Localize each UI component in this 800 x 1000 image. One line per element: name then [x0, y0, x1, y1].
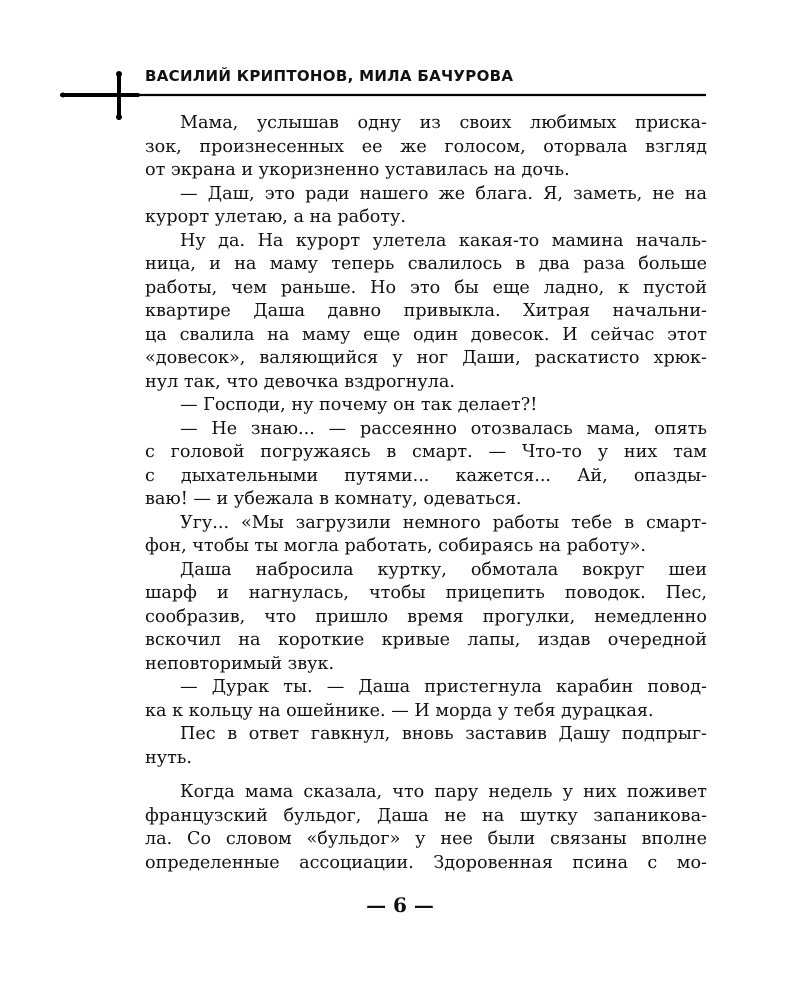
text-line: Даша набросила куртку, обмотала вокруг шеи — [180, 559, 707, 580]
text-line: — Даш, это ради нашего же блага. Я, заметь, не на — [180, 183, 707, 204]
text-line: Ну да. На курорт улетела какая-то мамина началь- — [180, 230, 707, 251]
text-line: курорт улетаю, а на работу. — [145, 207, 406, 227]
text-line: с дыхательными путями... кажется... Ай, опазды- — [145, 465, 707, 486]
text-line: нул так, что девочка вздрогнула. — [145, 371, 455, 392]
text-line: — Дурак ты. — Даша пристегнула карабин повод- — [180, 677, 707, 697]
text-line: вскочил на короткие кривые лапы, издав очередной — [145, 630, 707, 650]
text-line: — Господи, ну почему он так делает?! — [180, 395, 538, 415]
text-line: ка к кольцу на ошейнике. — И морда у тебя дурацкая. — [145, 700, 654, 721]
text-line: Пес в ответ гавкнул, вновь заставив Дашу подпрыг- — [180, 724, 707, 744]
text-line: нуть. — [145, 747, 192, 768]
text-line: французский бульдог, Даша не на шутку запаникова- — [145, 805, 707, 826]
text-line: сообразив, что пришло время прогулки, немедленно — [145, 606, 707, 627]
text-line: неповторимый звук. — [145, 653, 335, 674]
body-text — [145, 112, 707, 875]
text-line: зок, произнесенных ее же голосом, оторвала взгляд — [145, 136, 707, 157]
text-line: с головой погружаясь в смарт. — Что-то у них там — [145, 442, 707, 462]
text-line: ница, и на маму теперь свалилось в два раза больше — [145, 254, 707, 274]
text-line: Мама, услышав одну из своих любимых приска- — [180, 113, 707, 133]
text-line: шарф и нагнулась, чтобы прицепить поводок. Пес, — [145, 583, 707, 603]
text-line: ла. Со словом «бульдог» у нее были связаны вполне — [145, 829, 707, 849]
text-line: ца свалила на маму еще один довесок. И сейчас этот — [145, 324, 707, 345]
text-line: работы, чем раньше. Но это бы еще ладно, к пустой — [145, 277, 707, 298]
page-number: — 6 — — [366, 893, 434, 917]
text-line: — Не знаю... — рассеянно отозвалась мама, опять — [180, 418, 707, 439]
ornament-line-icon — [0, 0, 800, 120]
text-line: «довесок», валяющийся у ног Даши, раскатисто хрюк- — [145, 348, 707, 368]
text-line: определенные ассоциации. Здоровенная псина с мо- — [145, 852, 707, 873]
running-head: ВАСИЛИЙ КРИПТОНОВ, МИЛА БАЧУРОВА — [145, 67, 514, 85]
page-header — [0, 0, 800, 120]
text-line: фон, чтобы ты могла работать, собираясь на работу». — [145, 536, 646, 556]
text-line: Угу... «Мы загрузили немного работы тебе в смарт- — [180, 512, 707, 533]
text-line: ваю! — и убежала в комнату, одеваться. — [145, 489, 522, 509]
text-line: квартире Даша давно привыкла. Хитрая начальни- — [145, 301, 707, 321]
text-line: от экрана и укоризненно уставилась на дочь. — [145, 160, 570, 180]
section-break — [145, 770, 707, 781]
text-line: Когда мама сказала, что пару недель у них поживет — [180, 782, 707, 802]
